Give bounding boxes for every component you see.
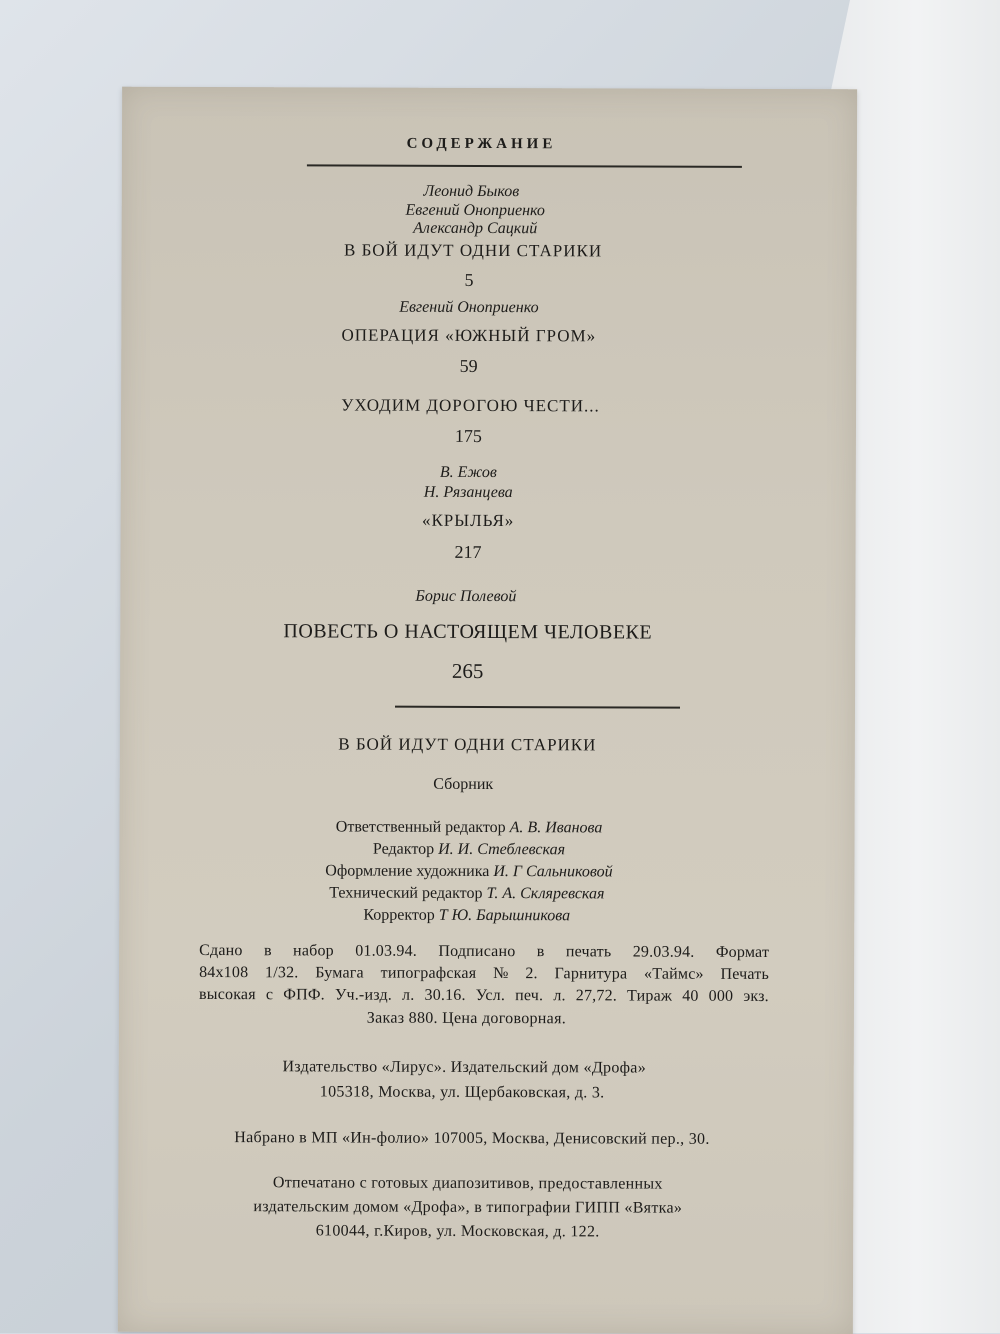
book-title: В БОЙ ИДУТ ОДНИ СТАРИКИ bbox=[338, 734, 597, 755]
print-info-word: типографская bbox=[380, 964, 477, 982]
toc-page-number: 5 bbox=[464, 269, 474, 290]
credit-name: Т. А. Скляревская bbox=[486, 884, 605, 903]
toc-title: ПОВЕСТЬ О НАСТОЯЩЕМ ЧЕЛОВЕКЕ bbox=[283, 620, 653, 644]
print-info-word: Печать bbox=[720, 965, 770, 983]
print-info-word: с bbox=[265, 986, 274, 1004]
print-info-word: «Таймс» bbox=[644, 965, 704, 983]
print-info-line bbox=[199, 940, 769, 964]
toc-page-number: 175 bbox=[454, 425, 482, 446]
printed-line: Отпечатано с готовых диапозитивов, предоставленных bbox=[272, 1174, 663, 1193]
credit-role: Ответственный редактор bbox=[335, 818, 506, 837]
toc-page-number: 217 bbox=[454, 541, 482, 562]
print-info-word: 84х108 bbox=[199, 963, 249, 982]
order-line: Заказ 880. Цена договорная. bbox=[366, 1009, 567, 1028]
print-info-word: 30.16. bbox=[424, 986, 466, 1004]
print-info-word: в bbox=[536, 943, 545, 961]
print-info-word: 27,72. bbox=[575, 987, 618, 1005]
print-info-line bbox=[199, 962, 769, 986]
toc-author: Борис Полевой bbox=[415, 587, 517, 606]
toc-page-number: 59 bbox=[459, 355, 478, 376]
toc-title: «КРЫЛЬЯ» bbox=[421, 510, 515, 531]
print-info-word: Гарнитура bbox=[554, 965, 628, 983]
print-info-word: 40 bbox=[682, 987, 699, 1005]
toc-author: Евгений Оноприенко bbox=[399, 298, 539, 317]
credit-line bbox=[99, 882, 834, 907]
print-info-word: 29.03.94. bbox=[632, 943, 695, 961]
book-page bbox=[118, 87, 857, 1334]
typeset-line: Набрано в МП «Ин-фолио» 107005, Москва, Денисовский пер., 30. bbox=[234, 1129, 710, 1148]
credit-line bbox=[99, 904, 834, 929]
print-info-word: л. bbox=[402, 986, 415, 1004]
publisher-address: 105318, Москва, ул. Щербаковская, д. 3. bbox=[319, 1083, 605, 1102]
print-info-word: № bbox=[493, 965, 509, 983]
toc-author: Александр Сацкий bbox=[413, 219, 538, 238]
credit-line bbox=[102, 816, 837, 841]
credit-role: Корректор bbox=[363, 906, 435, 924]
credit-name: И. Г Сальниковой bbox=[493, 863, 613, 881]
credit-role: Редактор bbox=[372, 840, 435, 858]
printed-line: издательским домом «Дрофа», в типографии ГИПП «Вятка» bbox=[253, 1198, 683, 1217]
credit-line bbox=[101, 860, 836, 885]
print-info-word: Уч.-изд. bbox=[334, 986, 393, 1004]
print-info-word: Сдано bbox=[199, 941, 243, 960]
toc-author: Н. Рязанцева bbox=[423, 483, 513, 502]
toc-author: В. Ежов bbox=[439, 463, 497, 482]
print-info-word: Тираж bbox=[627, 987, 673, 1005]
credit-name: А. В. Иванова bbox=[509, 819, 603, 837]
print-info-word: высокая bbox=[198, 985, 256, 1004]
print-info-word: Формат bbox=[715, 943, 770, 961]
print-info-word: 2. bbox=[525, 965, 538, 983]
toc-title: УХОДИМ ДОРОГОЮ ЧЕСТИ... bbox=[341, 395, 600, 416]
print-info-word: Подписано bbox=[438, 942, 516, 961]
print-info-word: Бумага bbox=[315, 964, 364, 982]
section-rule bbox=[395, 706, 680, 709]
publisher-line: Издательство «Лирус». Издательский дом «Дрофа» bbox=[282, 1058, 647, 1077]
print-info-word: набор bbox=[293, 942, 334, 960]
contents-heading: СОДЕРЖАНИЕ bbox=[406, 135, 557, 153]
credit-name: И. И. Стеблевская bbox=[438, 840, 566, 859]
print-info-word: экз. bbox=[743, 987, 769, 1005]
print-info-word: 000 bbox=[708, 987, 734, 1005]
book-subtitle: Сборник bbox=[433, 775, 494, 794]
credit-role: Технический редактор bbox=[329, 884, 483, 902]
print-info-word: в bbox=[263, 942, 272, 960]
toc-author: Евгений Оноприенко bbox=[405, 201, 545, 220]
print-info-word: ФПФ. bbox=[283, 986, 325, 1004]
print-info-word: Усл. bbox=[475, 986, 506, 1005]
toc-title: В БОЙ ИДУТ ОДНИ СТАРИКИ bbox=[344, 240, 603, 261]
print-info-word: 1/32. bbox=[265, 964, 299, 982]
credit-name: Т Ю. Барышникова bbox=[438, 906, 571, 925]
print-info-word: печ. bbox=[515, 987, 544, 1005]
print-info-word: печать bbox=[565, 943, 612, 961]
printer-address: 610044, г.Киров, ул. Московская, д. 122. bbox=[315, 1222, 600, 1241]
heading-rule bbox=[307, 164, 742, 168]
print-info-word: 01.03.94. bbox=[355, 942, 418, 960]
toc-title: ОПЕРАЦИЯ «ЮЖНЫЙ ГРОМ» bbox=[341, 325, 597, 346]
toc-author: Леонид Быков bbox=[423, 182, 520, 201]
credit-line bbox=[101, 838, 836, 863]
credit-role: Оформление художника bbox=[325, 862, 490, 881]
toc-page-number: 265 bbox=[451, 658, 484, 683]
print-info-word: л. bbox=[553, 987, 566, 1005]
print-info bbox=[199, 940, 769, 1008]
print-info-line bbox=[199, 984, 769, 1008]
